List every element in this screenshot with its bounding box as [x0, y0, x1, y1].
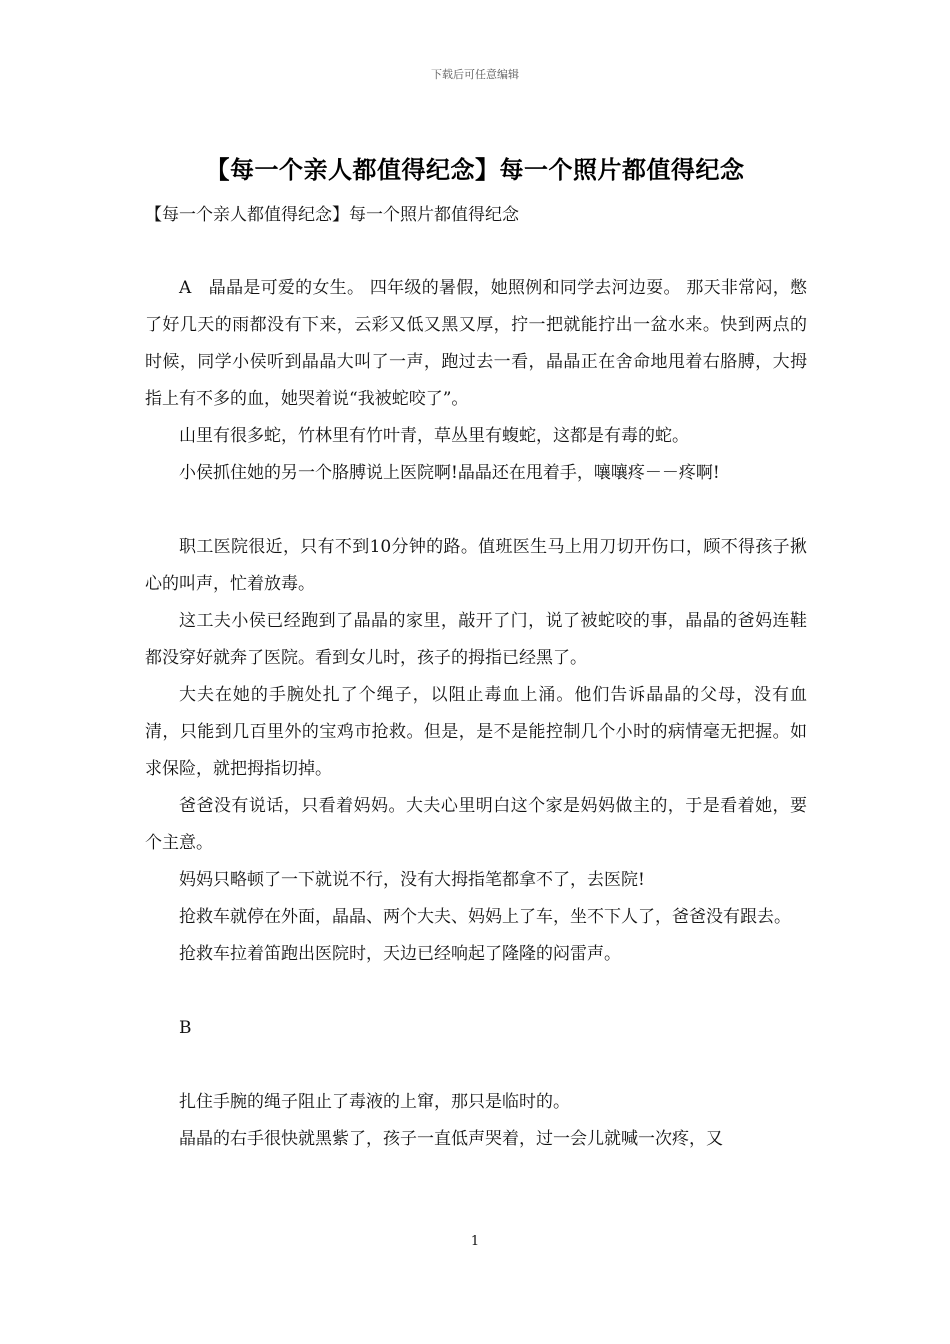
page-subtitle: 【每一个亲人都值得纪念】每一个照片都值得纪念 [145, 205, 519, 225]
paragraph: 大夫在她的手腕处扎了个绳子，以阻止毒血上涌。他们告诉晶晶的父母，没有血清，只能到几百里外的宝鸡市抢救。但是，是不是能控制几个小时的病情毫无把握。如求保险，就把拇指切掉。 [145, 685, 807, 779]
page-number: 1 [470, 1234, 480, 1249]
section-heading-b: B [179, 1018, 192, 1038]
paragraph: 爸爸没有说话，只看着妈妈。大夫心里明白这个家是妈妈做主的，于是看着她，要个主意。 [145, 796, 807, 853]
blank-line [145, 973, 807, 1010]
header-note: 下载后可任意编辑 [431, 68, 519, 81]
paragraph: 这工夫小侯已经跑到了晶晶的家里，敲开了门，说了被蛇咬的事，晶晶的爸妈连鞋都没穿好就奔了医院。看到女儿时，孩子的拇指已经黑了。 [145, 611, 807, 668]
paragraph: A 晶晶是可爱的女生。 四年级的暑假，她照例和同学去河边耍。 那天非常闷，憋了好几天的雨都没有下来，云彩又低又黑又厚，拧一把就能拧出一盆水来。快到两点的时候，同学小侯听到晶晶大叫了一声，跑过去一看，晶晶正在舍命地甩着右胳膊，大拇指上有不多的血，她哭着说“我被蛇咬了”。 [145, 278, 807, 409]
paragraph: 晶晶的右手很快就黑紫了，孩子一直低声哭着，过一会儿就喊一次疼，又 [179, 1129, 723, 1149]
paragraph: 妈妈只略顿了一下就说不行，没有大拇指笔都拿不了，去医院! [179, 870, 645, 890]
paragraph: 抢救车就停在外面，晶晶、两个大夫、妈妈上了车，坐不下人了，爸爸没有跟去。 [179, 907, 791, 927]
paragraph: 抢救车拉着笛跑出医院时，天边已经响起了隆隆的闷雷声。 [179, 944, 621, 964]
paragraph: 小侯抓住她的另一个胳膊说上医院啊!晶晶还在甩着手，嚷嚷疼－－疼啊! [179, 463, 720, 483]
paragraph: 职工医院很近，只有不到10分钟的路。值班医生马上用刀切开伤口，顾不得孩子揪心的叫声，忙着放毒。 [145, 537, 807, 594]
paragraph: 扎住手腕的绳子阻止了毒液的上窜，那只是临时的。 [179, 1092, 570, 1112]
page-title: 【每一个亲人都值得纪念】每一个照片都值得纪念 [205, 156, 745, 184]
blank-line [145, 492, 807, 529]
blank-line [145, 1047, 807, 1084]
paragraph: 山里有很多蛇，竹林里有竹叶青，草丛里有蝮蛇，这都是有毒的蛇。 [179, 426, 689, 446]
article-body [145, 270, 807, 1158]
